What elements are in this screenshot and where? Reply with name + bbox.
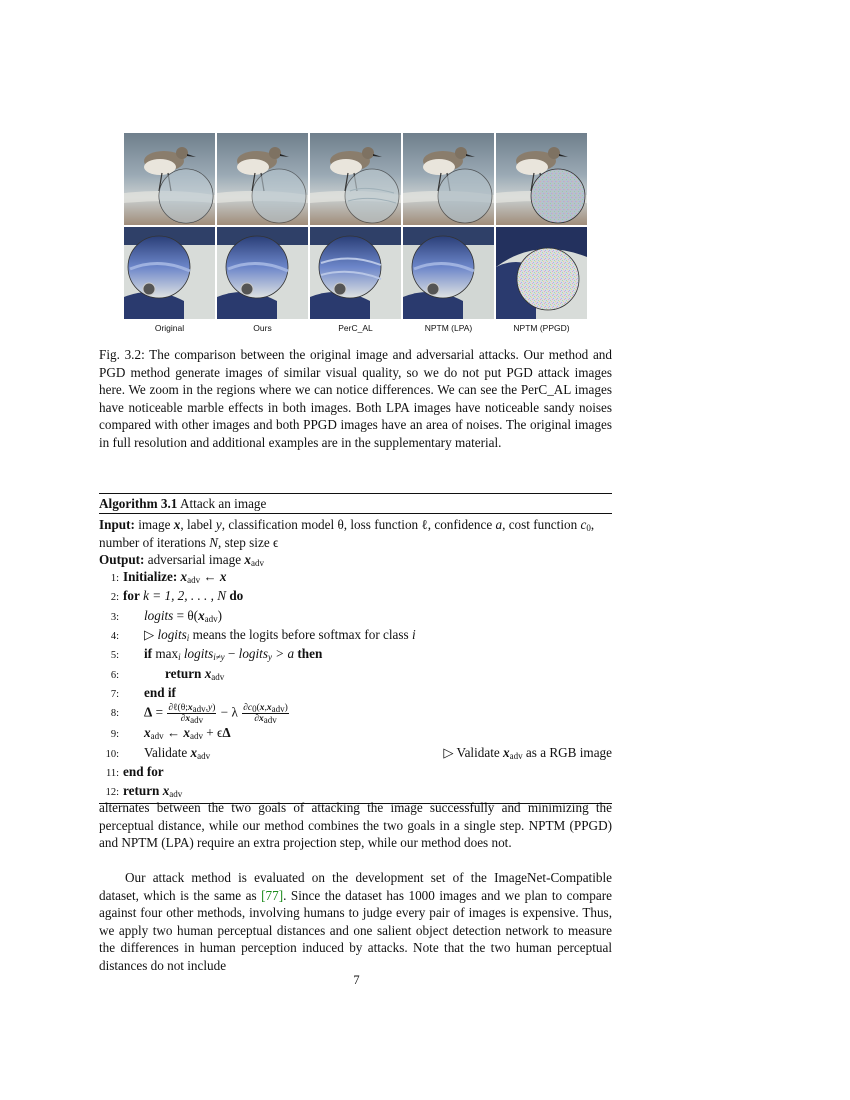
comment-text: as a RGB image	[525, 744, 612, 760]
car-image-ours	[217, 227, 308, 319]
algorithm-line-5: 5: if $\max_i$ logits$_{i\ne y}$ − logits$_y$ > a then	[99, 645, 612, 664]
figure-row-car	[124, 227, 588, 319]
algorithm-title	[99, 494, 612, 513]
input-label: Input:	[99, 517, 135, 533]
figure-label-nptm-lpa: NPTM (LPA)	[424, 323, 473, 333]
line-number: 4:	[110, 631, 119, 643]
algorithm-input: Input: image x, label y, classification model θ, loss function ℓ, confidence a, cost function $c_0$, number of iterations N, step size ϵ	[99, 517, 595, 550]
line-number: 3:	[110, 611, 119, 623]
line-number: 12:	[105, 787, 119, 799]
line-number: 7:	[110, 688, 119, 700]
body-paragraph-2	[99, 869, 612, 975]
line-number: 10:	[105, 748, 119, 760]
line-number: 8:	[110, 708, 119, 720]
bird-image-nptm-ppgd	[496, 133, 587, 225]
line-number: 1:	[110, 573, 119, 585]
gradient-fraction-cost: $\frac{\partial c_0(x,x_{adv})}{\partial x_{adv}}$	[243, 703, 288, 726]
keyword: return	[123, 783, 160, 799]
keyword: end for	[123, 763, 164, 779]
body-paragraph-1: alternates between the two goals of attacking the image successfully and minimizing the perceptual distance, while our method combines the two goals in a single step. NPTM (PPGD) and NPTM (LPA) require an extra projection step, while our method does not.	[99, 800, 612, 851]
algorithm-line-4: 4: ▷ logits$_i$ means the logits before softmax for class i	[99, 626, 612, 645]
keyword: return	[165, 665, 202, 681]
comment-text: means the logits before softmax for class	[192, 627, 409, 643]
car-image-original	[124, 227, 215, 319]
algorithm-title-number: Algorithm 3.1	[99, 496, 178, 511]
algorithm-line-7	[99, 684, 612, 703]
figure-label-ours: Ours	[253, 323, 272, 333]
figure-caption: Fig. 3.2: The comparison between the original image and adversarial attacks. Our method and PGD method generate images of similar visual quality, so we do not put PGD attack images here. We zoom in the regions where we can notice differences. We can see the PerC_AL images have noticeable marble effects in both images. Both LPA images have noticeable sandy noises compared with other images and both PPGD images have an area of noises. The original images in full resolution and additional examples are in the supplementary material.	[99, 347, 612, 450]
page-number: 7	[353, 973, 360, 987]
car-image-nptm-ppgd	[496, 227, 587, 319]
algorithm-output: Output: adversarial image $x_{adv}$	[99, 551, 264, 568]
algorithm-line-12: 12: return $x_{adv}$	[99, 782, 612, 801]
line-number: 2:	[110, 592, 119, 604]
input-text-cost: , cost function	[502, 517, 578, 533]
input-text-model: , classification model θ, loss function ℓ, confidence	[221, 517, 493, 533]
line-number: 6:	[110, 669, 119, 681]
input-text-label: , label	[180, 517, 213, 533]
bird-image-ours	[217, 133, 308, 225]
comment-validate: Validate	[456, 744, 500, 760]
keyword: end if	[144, 684, 176, 700]
car-image-nptm-lpa	[403, 227, 494, 319]
line-number: 9:	[110, 729, 119, 741]
algorithm-line-8: 8: Δ = $\frac{\partial\ell(\theta;x_{adv},y)}{\partial x_{adv}}$ − λ $\frac{\partial c_0(x,x_{adv})}{\partial x_{adv}}$	[99, 703, 612, 724]
gradient-fraction-loss: $\frac{\partial\ell(\theta;x_{adv},y)}{\partial x_{adv}}$	[168, 703, 216, 726]
assign-text: = θ(	[176, 607, 199, 623]
input-text-step: , step size ϵ	[218, 534, 279, 550]
figure-label-original: Original	[154, 323, 185, 333]
comparison-figure	[124, 133, 588, 333]
paragraph2-text-b: . Since the dataset has 1000 images and we plan to compare against four other methods, involving humans to judge every pair of images is expensive. Thus, we apply two human perceptual distances and one salient object detection network to measure the differences in human perception induced by attacks. Note that the two human perceptual distances do not include	[99, 887, 612, 973]
citation-link[interactable]: [77]	[261, 887, 284, 903]
algorithm-line-3: 3: logits = $\theta(x_{adv})$	[99, 607, 612, 626]
car-image-percal	[310, 227, 401, 319]
input-text-iter: , number of iterations	[99, 517, 595, 550]
algorithm-line-9: 9: $x_{adv}$ ← $x_{adv} + \epsilon\Delta$	[99, 724, 612, 743]
keyword: then	[297, 646, 323, 662]
algorithm-line-10: 10: Validate $x_{adv}$ ▷ Validate $x_{adv}$ as a RGB image	[99, 744, 612, 763]
algorithm-line-1: 1: Initialize: $x_{adv}$ ← x	[99, 568, 612, 587]
figure-row-bird	[124, 133, 588, 225]
input-text: image	[138, 517, 171, 533]
figure-label-nptm-ppgd: NPTM (PPGD)	[513, 323, 570, 333]
algorithm-block	[99, 493, 612, 804]
keyword: Initialize:	[123, 569, 178, 585]
output-text: adversarial image	[147, 551, 242, 567]
figure-label-percal: PerC_AL	[338, 323, 373, 333]
bird-image-percal	[310, 133, 401, 225]
algorithm-line-6: 6: return $x_{adv}$	[99, 665, 612, 684]
line-number: 5:	[110, 650, 119, 662]
algorithm-title-text: Attack an image	[179, 496, 267, 511]
validate-text: Validate	[144, 744, 188, 760]
condition-text: > a	[275, 646, 295, 662]
algorithm-line-2	[99, 587, 612, 606]
keyword: do	[229, 588, 244, 604]
bird-image-original	[124, 133, 215, 225]
line-number: 11:	[105, 767, 119, 779]
keyword: for	[123, 588, 140, 604]
loop-range: k = 1, 2, . . . , N	[143, 588, 227, 604]
bird-image-nptm-lpa	[403, 133, 494, 225]
keyword: if	[144, 646, 153, 662]
figure-labels	[124, 323, 588, 333]
algorithm-line-11	[99, 763, 612, 782]
output-label: Output:	[99, 551, 145, 567]
paragraph2-text-a: Our attack method is evaluated on the development set of the ImageNet-Compatible dataset, which is the same as	[99, 870, 612, 903]
